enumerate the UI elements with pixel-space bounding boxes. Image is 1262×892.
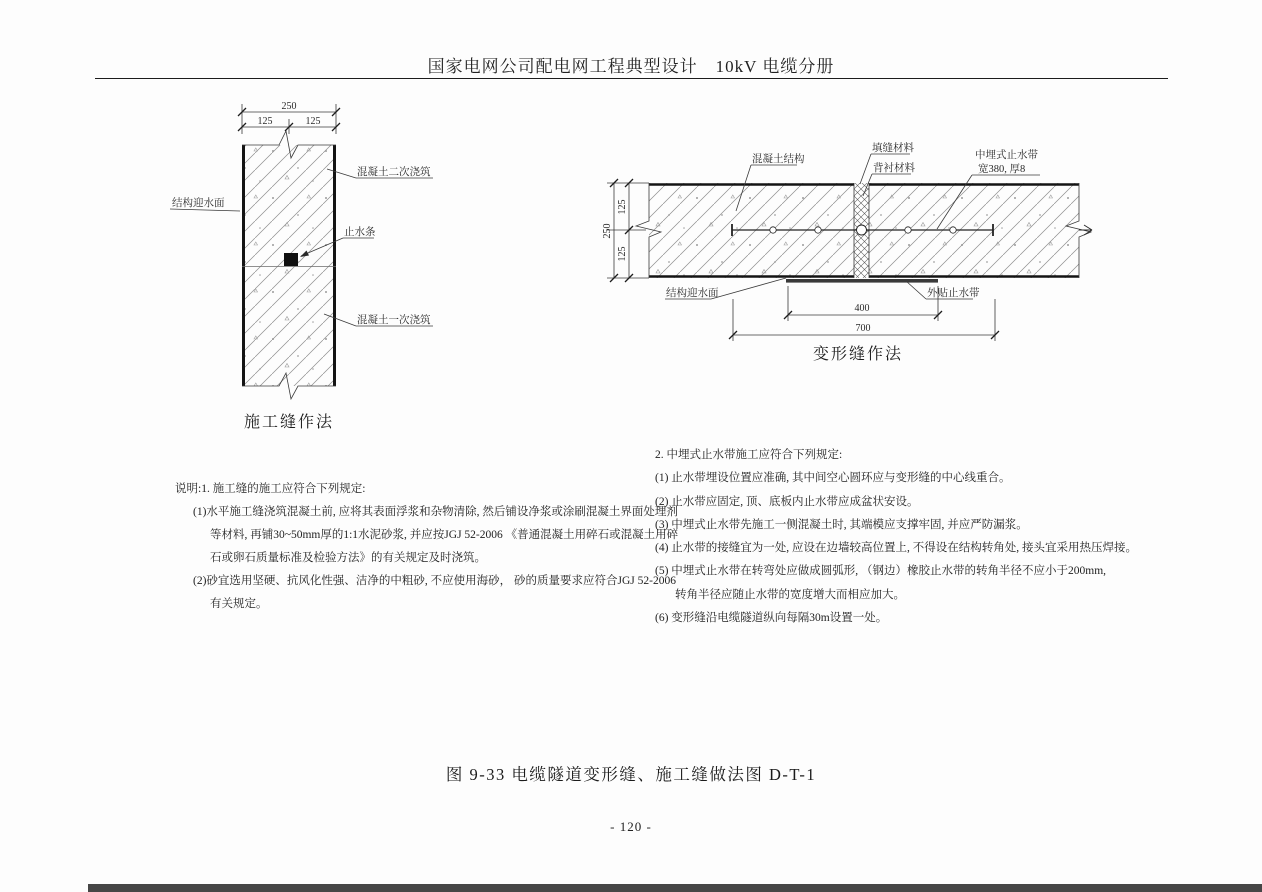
notes-column-right: [655, 444, 1137, 630]
dj-dim-belt-label: 400: [854, 303, 870, 314]
dj-label-water-facing: 结构迎水面: [666, 288, 719, 299]
page-number: - 120 -: [610, 819, 652, 834]
note-line: 说明:1. 施工缝的施工应符合下列规定:: [175, 483, 366, 495]
notes-column-left: [175, 478, 678, 616]
note-line: (2) 止水带应固定, 顶、底板内止水带应成盆状安设。: [655, 495, 919, 508]
note-line: (5) 中埋式止水带在转弯处应做成圆弧形, （钢边）橡胶止水带的转角半径不应小于200mm,: [655, 565, 1107, 578]
dj-dim-overall-label: 700: [855, 323, 871, 334]
external-waterstop-bar: [786, 279, 938, 283]
dj-label-filler: 填缝材料: [872, 143, 914, 154]
note-line: 等材料, 再铺30~50mm厚的1:1水泥砂浆, 并应按JGJ 52-2006 《普通混凝土用碎石或混凝土用碎: [210, 529, 679, 541]
cj-dim-right-label: 125: [305, 116, 321, 127]
axis-arrow: [1079, 225, 1092, 235]
note-line: 有关规定。: [210, 598, 268, 610]
dj-label-embedded-size: 宽380, 厚8: [978, 164, 1026, 175]
cj-dim-total-label: 250: [281, 101, 297, 112]
cj-label-waterstop-strip: 止水条: [344, 227, 376, 238]
cj-dim-left-label: 125: [257, 116, 273, 127]
dj-dimension-ticks: [610, 179, 633, 282]
dj-dim-upper-label: 125: [617, 199, 628, 215]
cj-label-second-pour: 混凝土二次浇筑: [357, 167, 431, 178]
figure-caption: 图 9-33 电缆隧道变形缝、施工缝做法图 D-T-1: [445, 765, 817, 784]
note-line: (1) 止水带埋设位置应准确, 其中间空心圆环应与变形缝的中心线重合。: [655, 472, 1011, 485]
waterstop-center-ring: [857, 225, 867, 235]
note-line: (3) 中埋式止水带先施工一侧混凝土时, 其端模应支撑牢固, 并应严防漏浆。: [655, 518, 1028, 531]
note-line: (4) 止水带的接缝宜为一处, 应设在边墙较高位置上, 不得设在结构转角处, 接头宜采用热压焊接。: [655, 542, 1138, 555]
note-line: 石或卵石质量标准及检验方法》的有关规定及时浇筑。: [210, 552, 486, 564]
waterstop-strip-square: [284, 253, 298, 266]
cj-label-first-pour: 混凝土一次浇筑: [357, 315, 431, 326]
dj-label-backing: 背衬材料: [873, 163, 915, 174]
page-header-title: 国家电网公司配电网工程典型设计 10kV 电缆分册: [427, 57, 835, 76]
note-line: (1)水平施工缝浇筑混凝土前, 应将其表面浮浆和杂物清除, 然后铺设净浆或涂刷混凝土界面处理剂: [193, 506, 678, 518]
note-line: 转角半径应随止水带的宽度增大而相应加大。: [675, 588, 905, 601]
dj-label-embedded-waterstop: 中埋式止水带: [975, 150, 1038, 161]
dj-dim-lower-label: 125: [617, 246, 628, 262]
dj-dim-total-label: 250: [602, 223, 613, 239]
construction-joint-diagram: [170, 101, 433, 431]
note-line: 2. 中埋式止水带施工应符合下列规定:: [655, 449, 843, 461]
page-edge-shadow: [88, 884, 1262, 892]
note-line: (6) 变形缝沿电缆隧道纵向每隔30m设置一处。: [655, 612, 888, 625]
deformation-joint-diagram: [602, 141, 1092, 363]
dj-title: 变形缝作法: [812, 346, 904, 363]
cj-label-water-facing: 结构迎水面: [172, 198, 225, 209]
note-line: (2)砂宜选用坚硬、抗风化性强、洁净的中粗砂, 不应使用海砂， 砂的质量要求应符合JGJ 52-2006: [193, 575, 676, 587]
dj-label-concrete: 混凝土结构: [752, 154, 805, 165]
cj-title: 施工缝作法: [243, 414, 335, 431]
dj-label-external-waterstop: 外贴止水带: [927, 288, 980, 299]
